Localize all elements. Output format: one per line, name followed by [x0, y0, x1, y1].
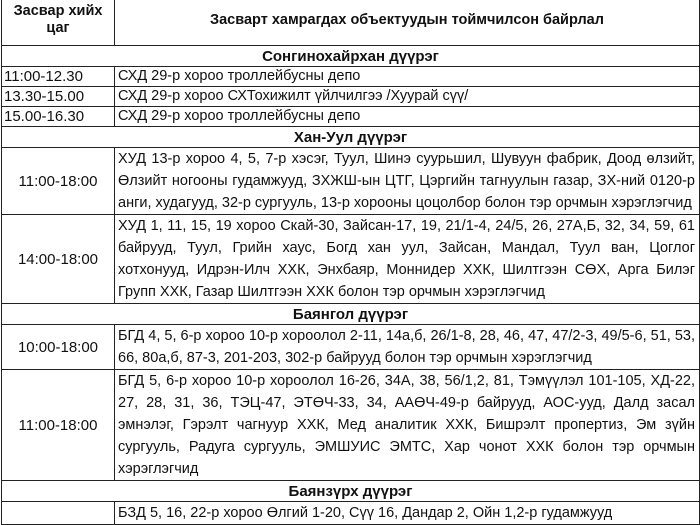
- location-cell: ХУД 13-р хороо 4, 5, 7-р хэсэг, Туул, Шинэ суурьшил, Шувуун фабрик, Доод өлзийт, Өлзийт ногооны гудамжууд, ЗХЖШ-ын ЦТГ, Цэргийн тагнуулын газар, ЗХ-ний 0120-р анги, худагууд, 32-р сургууль, 13-р хорооны цоцолбор болон тэр орчмын хэрэглэгчид: [115, 148, 700, 215]
- table-row: [2, 67, 700, 87]
- district-row: [2, 481, 700, 502]
- table-row: [2, 370, 700, 481]
- location-cell: БГД 5, 6-р хороо 10-р хороолол 16-26, 34А, 38, 56/1,2, 81, Тэмүүлэл 101-105, ХД-22, 27, 28, 31, 36, ТЭЦ-47, ЭТӨЧ-33, 34, ААӨЧ-49-р байрууд, АОС-ууд, Далд засал эмнэлэг, Гэрэлт чагнуур ХХК, Мед аналитик ХХК, Бишрэлт пропертиз, Эм зүйн сургууль, Радуга сургууль, ЭМШУИС ЭМТС, Хар чонот ХХК болон тэр орчмын хэрэглэгчид: [115, 370, 700, 481]
- time-cell: 15.00-16.30: [2, 107, 115, 127]
- district-row: [2, 304, 700, 325]
- location-cell: СХД 29-р хороо троллейбусны депо: [115, 67, 700, 87]
- time-cell: 11:00-18:00: [2, 148, 115, 215]
- time-cell: 13.30-15.00: [2, 87, 115, 107]
- table-row: [2, 148, 700, 215]
- table-row: [2, 87, 700, 107]
- time-cell: 10:00-18:00: [2, 325, 115, 370]
- header-time: Засвар хийх цаг: [2, 0, 115, 46]
- table-row: [2, 502, 700, 525]
- table-row: [2, 325, 700, 370]
- district-row: [2, 46, 700, 67]
- time-cell: [2, 502, 115, 525]
- location-cell: СХД 29-р хороо троллейбусны депо: [115, 107, 700, 127]
- district-name: Баянзүрх дүүрэг: [2, 481, 700, 502]
- time-cell: 11:00-12.30: [2, 67, 115, 87]
- table-header-row: [2, 0, 700, 46]
- district-row: [2, 127, 700, 148]
- table-row: [2, 215, 700, 304]
- district-name: Баянгол дүүрэг: [2, 304, 700, 325]
- location-cell: БЗД 5, 16, 22-р хороо Өлгий 1-20, Сүү 16, Дандар 2, Ойн 1,2-р гудамжууд: [115, 502, 700, 525]
- header-location: Засварт хамрагдах объектуудын тоймчилсон байрлал: [115, 0, 700, 46]
- schedule-table: [1, 0, 700, 525]
- time-cell: 11:00-18:00: [2, 370, 115, 481]
- district-name: Хан-Уул дүүрэг: [2, 127, 700, 148]
- location-cell: СХД 29-р хороо СХТохижилт үйлчилгээ /Хуурай сүү/: [115, 87, 700, 107]
- location-cell: ХУД 1, 11, 15, 19 хороо Скай-30, Зайсан-17, 19, 21/1-4, 24/5, 26, 27А,Б, 32, 34, 59, 61 байрууд, Туул, Грийн хаус, Богд хан уул, Зайсан, Мандал, Туул ван, Цоглог хотхонууд, Идрэн-Илч ХХК, Энхбаяр, Моннидер ХХК, Шилтгээн СӨХ, Арга Билэг Групп ХХК, Газар Шилтгээн ХХК болон тэр орчмын хэрэглэгчид: [115, 215, 700, 304]
- time-cell: 14:00-18:00: [2, 215, 115, 304]
- table-row: [2, 107, 700, 127]
- district-name: Сонгинохайрхан дүүрэг: [2, 46, 700, 67]
- location-cell: БГД 4, 5, 6-р хороо 10-р хороолол 2-11, 14а,б, 26/1-8, 28, 46, 47, 47/2-3, 49/5-6, 51, 53, 66, 80а,б, 87-3, 201-203, 302-р байрууд болон тэр орчмын хэрэглэгчид: [115, 325, 700, 370]
